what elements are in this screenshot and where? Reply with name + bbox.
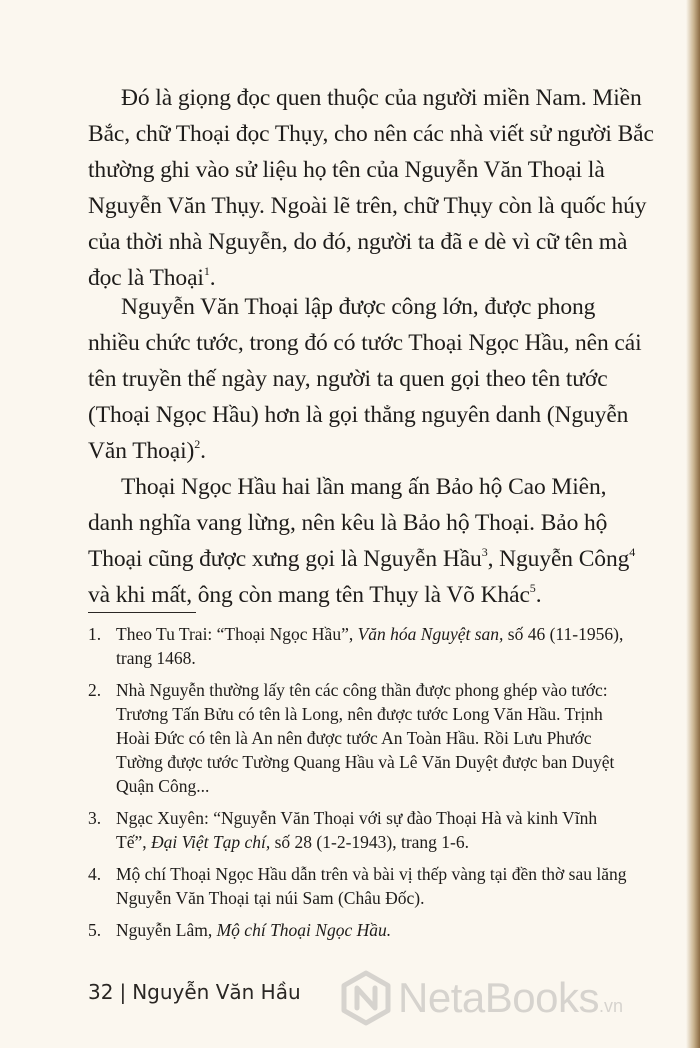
text-line: Quận Công... bbox=[116, 776, 210, 796]
footnote-3 bbox=[88, 806, 658, 854]
watermark bbox=[340, 970, 623, 1026]
footnote-divider bbox=[88, 612, 196, 613]
footnote-1 bbox=[88, 622, 658, 670]
footnote-4 bbox=[88, 862, 658, 910]
publication-title: Văn hóa Nguyệt san, bbox=[357, 624, 504, 644]
text-fragment: đọc là Thoại bbox=[88, 265, 204, 291]
text-line: của thời nhà Nguyễn, do đó, người ta đã e dè vì cữ tên mà bbox=[88, 229, 628, 255]
footnote-number: 2. bbox=[88, 680, 102, 700]
text-fragment: và khi mất, ông còn mang tên Thụy là Võ Khác bbox=[88, 582, 530, 608]
text-fragment: Thoại cũng được xưng gọi là Nguyễn Hầu bbox=[88, 546, 482, 572]
footnote-number: 3. bbox=[88, 808, 102, 828]
text-line: Mộ chí Thoại Ngọc Hầu dẫn trên và bài vị thếp vàng tại đền thờ sau lăng bbox=[116, 864, 627, 884]
watermark-text bbox=[398, 974, 623, 1022]
footnote-5 bbox=[88, 918, 658, 942]
footnote-2 bbox=[88, 678, 658, 798]
publication-title: Đại Việt Tạp chí, bbox=[150, 832, 271, 852]
page-number: 32 bbox=[88, 980, 114, 1004]
page-edge-shadow bbox=[686, 0, 700, 1048]
footnote-ref: 1 bbox=[203, 264, 210, 278]
text-line bbox=[88, 541, 635, 577]
text-line: Ngạc Xuyên: “Nguyễn Văn Thoại với sự đào Thoại Hà và kinh Vĩnh bbox=[116, 808, 598, 828]
text-line: Tường được tước Tường Quang Hầu và Lê Văn Duyệt được ban Duyệt bbox=[116, 752, 615, 772]
text-fragment: Nguyễn Lâm, bbox=[116, 920, 217, 940]
footnotes bbox=[88, 622, 658, 950]
footnote-number: 4. bbox=[88, 864, 102, 884]
text-line: Văn Thoại)$^2$. bbox=[88, 437, 206, 464]
text-line bbox=[116, 622, 658, 646]
text-line: Bắc, chữ Thoại đọc Thụy, cho nên các nhà viết sử người Bắc bbox=[88, 121, 654, 147]
paragraph-2 bbox=[88, 289, 642, 469]
watermark-brand: NetaBooks bbox=[398, 974, 599, 1021]
text-fragment: Tế”, bbox=[116, 832, 151, 852]
footer-author: Nguyễn Văn Hầu bbox=[132, 980, 301, 1004]
text-line: đọc là Thoại$^1$. bbox=[88, 264, 216, 291]
text-line: trang 1468. bbox=[116, 648, 196, 668]
text-line: tên truyền thế ngày nay, người ta quen gọi theo tên tước bbox=[88, 366, 608, 392]
text-fragment: Theo Tu Trai: “Thoại Ngọc Hầu”, bbox=[116, 624, 358, 644]
footnote-number: 5. bbox=[88, 920, 102, 940]
footnote-ref: 5 bbox=[529, 581, 536, 595]
paragraph-3 bbox=[88, 469, 635, 613]
publication-title: Mộ chí Thoại Ngọc Hầu. bbox=[216, 920, 392, 940]
text-line: (Thoại Ngọc Hầu) hơn là gọi thẳng nguyên danh (Nguyễn bbox=[88, 402, 629, 428]
text-line bbox=[116, 830, 658, 854]
text-fragment: số 46 (11-1956), bbox=[503, 624, 624, 644]
watermark-suffix: .vn bbox=[598, 996, 623, 1016]
text-line: Nguyễn Văn Thoại lập được công lớn, được phong bbox=[121, 294, 596, 320]
text-fragment: , Nguyễn Công bbox=[487, 546, 630, 572]
text-line: Nguyễn Văn Thụy. Ngoài lẽ trên, chữ Thụy còn là quốc húy bbox=[88, 193, 647, 219]
paragraph-1 bbox=[88, 80, 654, 296]
text-line: thường ghi vào sử liệu họ tên của Nguyễn Văn Thoại là bbox=[88, 157, 605, 183]
text-line: Nhà Nguyễn thường lấy tên các công thần được phong ghép vào tước: bbox=[116, 680, 608, 700]
footnote-ref: 3 bbox=[481, 545, 488, 559]
text-line: Trương Tấn Bửu có tên là Long, nên được tước Long Văn Hầu. Trịnh bbox=[116, 704, 603, 724]
footnote-ref: 4 bbox=[629, 545, 636, 559]
text-line bbox=[116, 918, 658, 942]
text-line: nhiều chức tước, trong đó có tước Thoại Ngọc Hầu, nên cái bbox=[88, 330, 642, 356]
text-line: Nguyễn Văn Thoại tại núi Sam (Châu Đốc). bbox=[116, 888, 425, 908]
text-fragment: Văn Thoại) bbox=[88, 438, 195, 464]
text-line: Đó là giọng đọc quen thuộc của người miền Nam. Miền bbox=[121, 85, 642, 111]
text-line: danh nghĩa vang lừng, nên kêu là Bảo hộ Thoại. Bảo hộ bbox=[88, 510, 608, 536]
text-line: Hoài Đức có tên là An nên được tước An Toàn Hầu. Rồi Lưu Phước bbox=[116, 728, 592, 748]
page-footer bbox=[88, 980, 301, 1004]
text-fragment: số 28 (1-2-1943), trang 1-6. bbox=[270, 832, 470, 852]
footer-separator: | bbox=[119, 980, 127, 1004]
text-line: và khi mất, ông còn mang tên Thụy là Võ Khác$^5$. bbox=[88, 581, 542, 608]
footnote-number: 1. bbox=[88, 624, 102, 644]
netabooks-logo-icon bbox=[340, 970, 392, 1026]
text-line: Thoại Ngọc Hầu hai lần mang ấn Bảo hộ Cao Miên, bbox=[121, 474, 607, 500]
footnote-ref: 2 bbox=[194, 437, 201, 451]
